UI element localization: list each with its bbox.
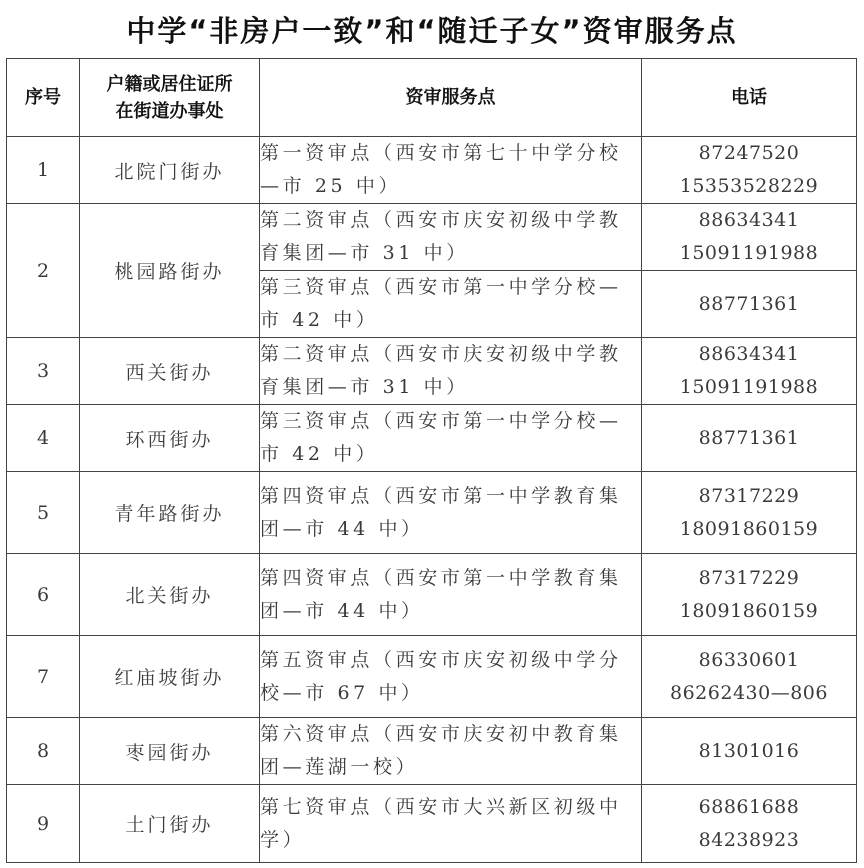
phone-number: 88771361 (698, 292, 800, 315)
row-phone (642, 636, 857, 718)
row-phone (642, 472, 857, 554)
row-phone (642, 718, 857, 785)
header-registration (80, 59, 260, 137)
phone-number: 18091860159 (679, 517, 819, 540)
row-service-point: 第四资审点（西安市第一中学教育集团—市 44 中） (260, 554, 642, 636)
row-service-point: 第二资审点（西安市庆安初级中学教育集团—市 31 中） (260, 204, 642, 271)
row-phone (642, 204, 857, 271)
row-service-point: 第一资审点（西安市第七十中学分校—市 25 中） (260, 137, 642, 204)
row-street: 枣园街办 (80, 718, 260, 785)
page-title: 中学“非房户一致”和“随迁子女”资审服务点 (126, 14, 738, 48)
phone-number: 87317229 (698, 566, 800, 589)
row-street: 西关街办 (80, 338, 260, 405)
row-street: 青年路街办 (80, 472, 260, 554)
row-phone (642, 271, 857, 338)
row-service-point: 第三资审点（西安市第一中学分校—市 42 中） (260, 405, 642, 472)
row-street: 土门街办 (80, 785, 260, 863)
phone-number: 86262430—806 (670, 681, 828, 704)
header-row (7, 59, 857, 137)
phone-number: 15353528229 (679, 175, 819, 197)
row-phone (642, 554, 857, 636)
phone-number: 88771361 (698, 426, 800, 449)
table-row (7, 554, 857, 636)
row-phone (642, 405, 857, 472)
row-phone (642, 338, 857, 405)
phone-number: 18091860159 (679, 599, 819, 622)
row-street: 北院门街办 (80, 137, 260, 204)
row-service-point: 第六资审点（西安市庆安初中教育集团—莲湖一校） (260, 718, 642, 785)
row-service-point: 第五资审点（西安市庆安初级中学分校—市 67 中） (260, 636, 642, 718)
table-row (7, 472, 857, 554)
row-index: 8 (7, 718, 80, 785)
header-phone: 电话 (642, 59, 857, 137)
table-row (7, 338, 857, 405)
row-index: 7 (7, 636, 80, 718)
row-index: 5 (7, 472, 80, 554)
phone-number: 87317229 (698, 484, 800, 507)
row-service-point: 第七资审点（西安市大兴新区初级中学） (260, 785, 642, 863)
phone-number: 68861688 (698, 795, 800, 818)
phone-number: 84238923 (698, 828, 800, 851)
phone-number: 88634341 (698, 209, 800, 231)
table-row (7, 137, 857, 204)
row-phone (642, 785, 857, 863)
header-registration-line1: 户籍或居住证所 (106, 73, 233, 95)
row-index: 6 (7, 554, 80, 636)
table-row (7, 785, 857, 863)
phone-number: 15091191988 (679, 376, 819, 398)
phone-number: 87247520 (698, 142, 800, 164)
row-street: 环西街办 (80, 405, 260, 472)
row-index: 4 (7, 405, 80, 472)
header-index: 序号 (7, 59, 80, 137)
header-service-point: 资审服务点 (260, 59, 642, 137)
row-service-point: 第三资审点（西安市第一中学分校—市 42 中） (260, 271, 642, 338)
phone-number: 15091191988 (679, 242, 819, 264)
row-index: 3 (7, 338, 80, 405)
phone-number: 88634341 (698, 343, 800, 365)
table-row (7, 405, 857, 472)
row-street: 北关街办 (80, 554, 260, 636)
row-service-point: 第二资审点（西安市庆安初级中学教育集团—市 31 中） (260, 338, 642, 405)
row-street: 桃园路街办 (80, 204, 260, 338)
row-index: 1 (7, 137, 80, 204)
row-street: 红庙坡街办 (80, 636, 260, 718)
phone-number: 86330601 (698, 648, 800, 671)
service-point-table (6, 58, 857, 863)
row-service-point: 第四资审点（西安市第一中学教育集团—市 44 中） (260, 472, 642, 554)
row-index: 9 (7, 785, 80, 863)
header-registration-line2: 在街道办事处 (115, 100, 224, 122)
row-phone (642, 137, 857, 204)
phone-number: 81301016 (698, 739, 800, 762)
table-row (7, 204, 857, 271)
table-row (7, 718, 857, 785)
table-row (7, 636, 857, 718)
row-index: 2 (7, 204, 80, 338)
